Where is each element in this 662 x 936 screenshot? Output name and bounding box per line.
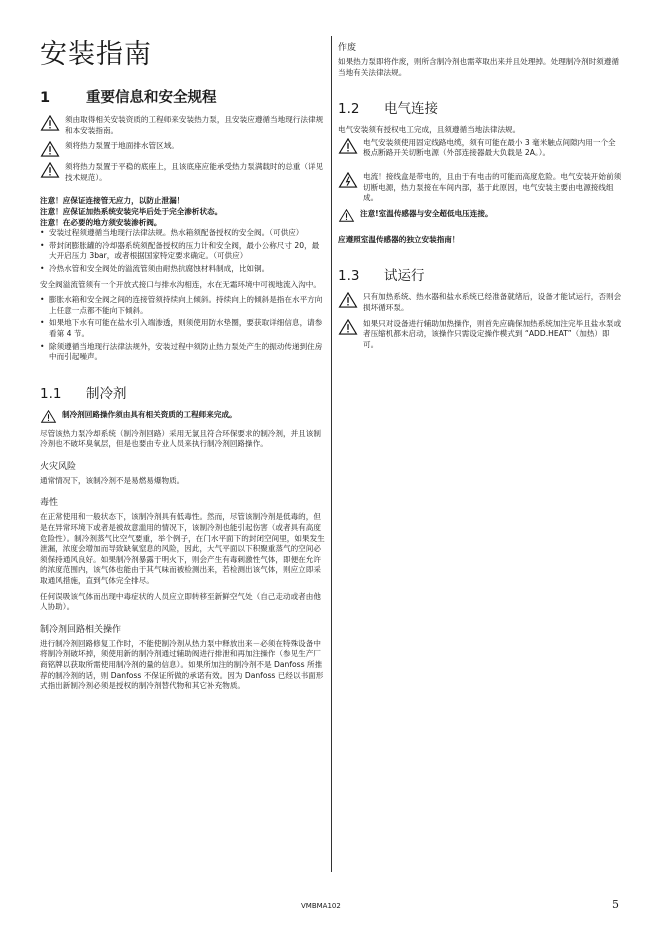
paragraph: 进行制冷剂回路修复工作时，不能使制冷剂从热力泵中释放出来－必须在特殊设备中将制冷剂破坏掉，须使用新的制冷剂通过辅助阀进行排泄和再加注操作（参见生产厂商铭牌以获取所需使用制冷剂的量的信息）。如果所加注的制冷剂不是 Danfoss 所推荐的制冷剂的话，则 Danfoss 不保证所做的承诺有效。因为 Danfoss 已经以书面形式指出新制冷剂必须是授权的制冷剂替代物和其它补充物质。 bbox=[40, 638, 324, 691]
section-number: 1.1 bbox=[40, 385, 62, 402]
warning-item bbox=[338, 209, 623, 222]
list-item: • 如果地下水有可能在盐水引入端渗透，则须使用防水垫圈，要获取详细信息，请参看第 4 节。 bbox=[40, 318, 325, 339]
subheading: 作废 bbox=[338, 43, 357, 53]
warning-item bbox=[338, 138, 623, 159]
paragraph: 通常情况下，该制冷剂不是易燃易爆物质。 bbox=[40, 475, 185, 485]
warning-text: 注意!室温传感器与安全超低电压连接。 bbox=[360, 208, 493, 218]
warning-text: 须由取得相关安装资质的工程师来安装热力泵，且安装应遵循当地现行法律规和本安装指南。 bbox=[65, 115, 324, 135]
warning-triangle-icon bbox=[338, 209, 355, 222]
warning-triangle-icon bbox=[338, 319, 358, 335]
paragraph: 如果热力泵即将作废，则所含制冷剂也需萃取出来并且处理掉。处理制冷剂时须遵循当地有关法律法规。 bbox=[338, 57, 619, 77]
warning-text: 制冷剂回路操作须由具有相关资质的工程师来完成。 bbox=[62, 409, 237, 419]
list-item: • 带封闭膨胀罐的冷却器系统须配备授权的压力计和安全阀，最小公称尺寸 20，最大开启压力 3bar，或者根据国家特定要求确定。（可供应） bbox=[40, 241, 325, 262]
section-1-3-heading bbox=[338, 264, 623, 284]
column-divider bbox=[331, 36, 332, 872]
paragraph: 电气安装须有授权电工完成，且须遵循当地法律法规。 bbox=[338, 125, 521, 135]
section-1-1-heading bbox=[40, 382, 325, 402]
section-number: 1 bbox=[40, 90, 51, 106]
paragraph: 安全阀溢流管须有一个开放式接口与排水沟相连，水在无霜环境中可视地流入沟中。 bbox=[40, 279, 321, 289]
warning-triangle-icon bbox=[40, 141, 60, 157]
section-1-2-heading bbox=[338, 97, 623, 117]
warning-text: 只有加热系统、热水器和盐水系统已经准备就绪后，设备才能试运行，否则会损坏循环泵。 bbox=[363, 292, 622, 312]
section-1-heading bbox=[40, 86, 325, 107]
warning-triangle-icon bbox=[40, 115, 60, 131]
section-number: 1.3 bbox=[338, 268, 360, 285]
section-title: 制冷剂 bbox=[86, 385, 127, 402]
warning-triangle-icon bbox=[338, 292, 358, 308]
section-title: 电气连接 bbox=[384, 101, 438, 118]
warning-item bbox=[338, 292, 623, 313]
paragraph: 尽管该热力泵冷却系统（制冷剂回路）采用无氯且符合环保要求的制冷剂，并且该制冷剂也不破坏臭氧层，但是也要由专业人员来执行制冷剂回路操作。 bbox=[40, 428, 321, 449]
note-line: 注意！在必要的地方须安装渗析阀。 bbox=[40, 217, 162, 227]
warning-text: 须将热力泵置于平稳的底座上，且该底座应能承受热力泵满载时的总重（详见技术规范）。 bbox=[65, 162, 324, 182]
note-line: 应遵照室温传感器的独立安装指南！ bbox=[338, 234, 460, 244]
warning-triangle-icon bbox=[338, 138, 358, 154]
electrical-warning-icon bbox=[338, 172, 358, 188]
note-line: 注意！应保证加热系统安装完毕后处于完全渗析状态。 bbox=[40, 206, 223, 216]
page-title: 安装指南 bbox=[40, 39, 152, 70]
list-item: • 膨胀水箱和安全阀之间的连接管须持续向上倾斜。持续向上的倾斜是指在水平方向上任意一点都不能向下倾斜。 bbox=[40, 295, 325, 316]
bullet-list bbox=[40, 228, 325, 274]
left-column bbox=[40, 38, 325, 697]
warning-item bbox=[40, 141, 325, 157]
list-item: • 冷热水管和安全阀处的溢流管须由耐热抗腐蚀材料制成，比如铜。 bbox=[40, 264, 325, 275]
subheading: 制冷剂回路相关操作 bbox=[40, 624, 122, 635]
warning-text: 电流！接线盒是带电的，且由于有电击的可能而高度危险。电气安装开始前须切断电源，热力泵接在车间内部，基于此原因，电气安装主要由电源接线组成。 bbox=[363, 171, 622, 203]
document-code: VMBMA102 bbox=[301, 902, 341, 910]
warning-text: 如果只对设备进行辅助加热操作，则首先应确保加热系统加注完毕且盐水泵或者压缩机都未启动，该操作只需设定操作模式到 “ADD.HEAT”（加热）即可。 bbox=[363, 318, 622, 349]
paragraph: 任何误吸该气体而出现中毒症状的人员应立即转移至新鲜空气处（自己走动或者由他人协助）。 bbox=[40, 591, 321, 612]
warning-item bbox=[338, 172, 623, 204]
warning-text: 电气安装须使用固定线路电缆，须有可能在最小 3 毫米触点间隙内用一个全极点断路开关切断电源（外部连接器最大负载是 2A。）。 bbox=[363, 137, 616, 158]
warning-triangle-icon bbox=[40, 162, 60, 178]
subheading: 火灾风险 bbox=[40, 461, 77, 472]
paragraph: 在正常使用和一般状态下，该制冷剂具有低毒性。然而，尽管该制冷剂是低毒的，但是在异常环境下或者是被故意滥用的情况下，该制冷剂也能引起伤害（或者具有高度危险性）。制冷剂蒸气比空气要重，举个例子，在门水平面下的封闭空间里，如果发生泄漏，浓度会增加而导致缺氧窒息的风险，因此，大气平面以下积聚重蒸气的空间必须保持通风良好。如果制冷剂暴露于明火下，则会产生有毒刺激性气体，即便在允许的浓度范围内，该气体也能由于其气味而被检测出来，若检测出该气体，则应立即采取通风措施，直到气体完全排尽。 bbox=[40, 512, 325, 586]
page-number: 5 bbox=[612, 898, 619, 911]
subheading: 毒性 bbox=[40, 498, 59, 509]
note-line: 注意！应保证连接管无应力，以防止泄漏！ bbox=[40, 196, 185, 206]
warning-text: 须将热力泵置于地面排水管区域。 bbox=[65, 141, 179, 151]
warning-triangle-icon bbox=[40, 410, 57, 423]
warning-item bbox=[40, 115, 325, 136]
list-item: • 除须遵循当地现行法律法规外，安装过程中须防止热力泵处产生的振动传递到住房中而引起噪声。 bbox=[40, 342, 325, 363]
right-column bbox=[338, 38, 623, 355]
list-item: • 安装过程须遵循当地现行法律法规。热水箱须配备授权的安全阀。（可供应） bbox=[40, 228, 325, 239]
section-number: 1.2 bbox=[338, 101, 360, 118]
section-title: 重要信息和安全规程 bbox=[86, 90, 217, 106]
warning-item bbox=[338, 319, 623, 351]
warning-item bbox=[40, 410, 325, 423]
bullet-list bbox=[40, 295, 325, 363]
section-title: 试运行 bbox=[384, 268, 425, 285]
warning-item bbox=[40, 162, 325, 183]
